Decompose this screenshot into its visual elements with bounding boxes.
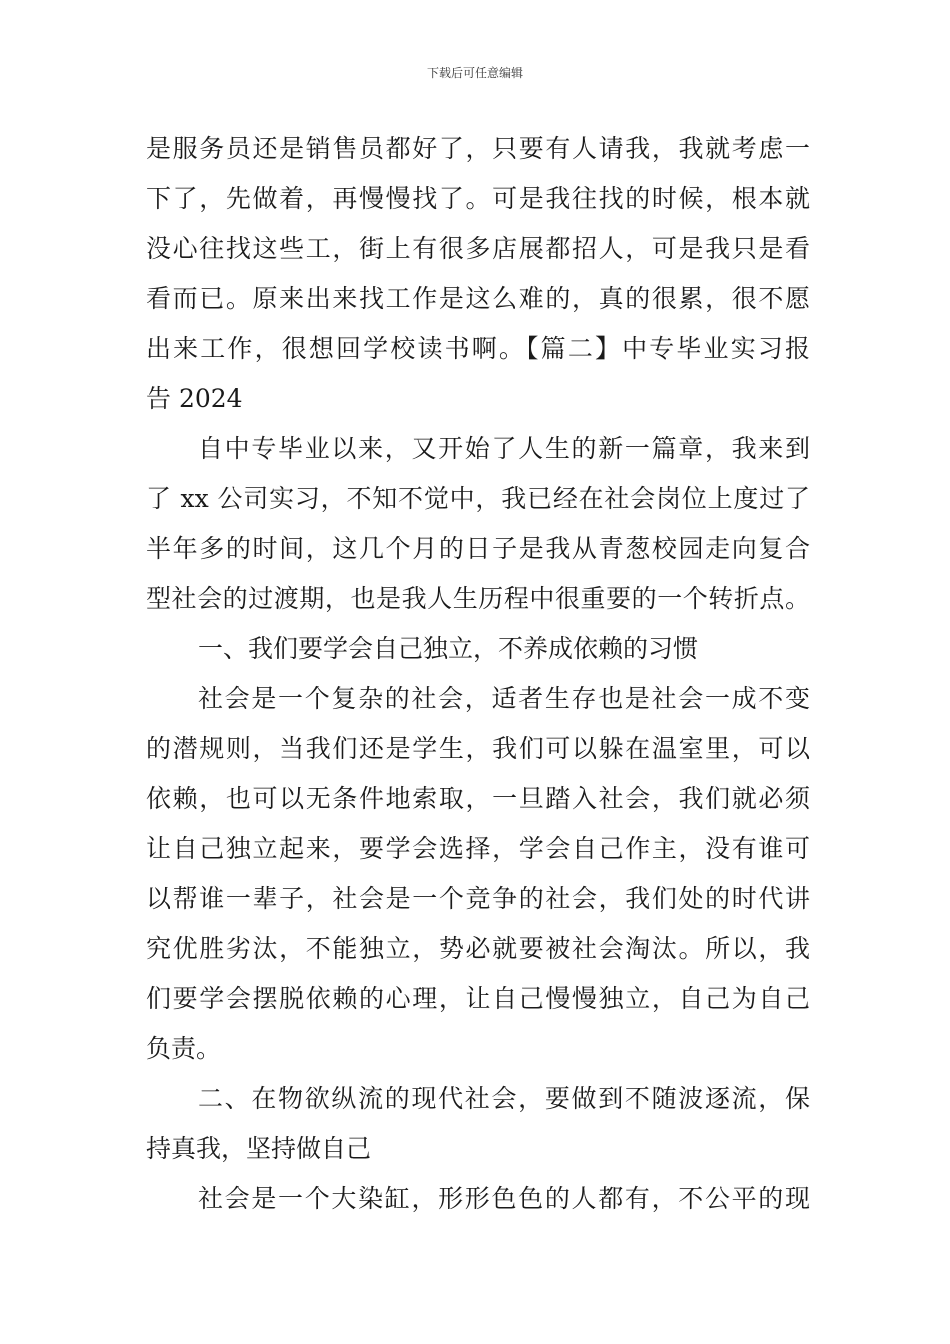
text-line: 没心往找这些工，街上有很多店展都招人，可是我只是看 bbox=[146, 234, 810, 263]
text-line: 告 2024 bbox=[146, 384, 243, 413]
page-header: 下载后可任意编辑 bbox=[426, 66, 523, 80]
text-line: 是服务员还是销售员都好了，只要有人请我，我就考虑一 bbox=[146, 134, 810, 163]
text-line: 下了，先做着，再慢慢找了。可是我往找的时候，根本就 bbox=[146, 184, 810, 213]
text-line: 的潜规则，当我们还是学生，我们可以躲在温室里，可以 bbox=[146, 734, 810, 763]
text-line: 持真我，坚持做自己 bbox=[146, 1134, 372, 1163]
text-line: 自中专毕业以来，又开始了人生的新一篇章，我来到 bbox=[198, 434, 810, 463]
text-line: 依赖，也可以无条件地索取，一旦踏入社会，我们就必须 bbox=[146, 784, 810, 813]
text-line: 看而已。原来出来找工作是这么难的，真的很累，很不愿 bbox=[146, 284, 810, 313]
text-line: 究优胜劣汰，不能独立，势必就要被社会淘汰。所以，我 bbox=[146, 934, 810, 963]
text-line: 以帮谁一辈子，社会是一个竞争的社会，我们处的时代讲 bbox=[146, 884, 810, 913]
text-line: 社会是一个大染缸，形形色色的人都有，不公平的现 bbox=[198, 1184, 810, 1213]
text-line: 们要学会摆脱依赖的心理，让自己慢慢独立，自己为自己 bbox=[146, 984, 810, 1013]
text-line: 二、在物欲纵流的现代社会，要做到不随波逐流，保 bbox=[198, 1084, 810, 1113]
text-line: 让自己独立起来，要学会选择，学会自己作主，没有谁可 bbox=[146, 834, 810, 863]
text-line: 型社会的过渡期，也是我人生历程中很重要的一个转折点。 bbox=[146, 584, 810, 613]
text-line: 半年多的时间，这几个月的日子是我从青葱校园走向复合 bbox=[146, 534, 810, 563]
text-line: 社会是一个复杂的社会，适者生存也是社会一成不变 bbox=[198, 684, 810, 713]
text-line: 一、我们要学会自己独立，不养成依赖的习惯 bbox=[198, 634, 699, 663]
document-body bbox=[146, 124, 810, 1224]
text-line: 负责。 bbox=[146, 1034, 222, 1063]
text-line: 出来工作，很想回学校读书啊。【篇二】中专毕业实习报 bbox=[146, 334, 810, 363]
text-line: 了 xx 公司实习，不知不觉中，我已经在社会岗位上度过了 bbox=[146, 484, 810, 513]
